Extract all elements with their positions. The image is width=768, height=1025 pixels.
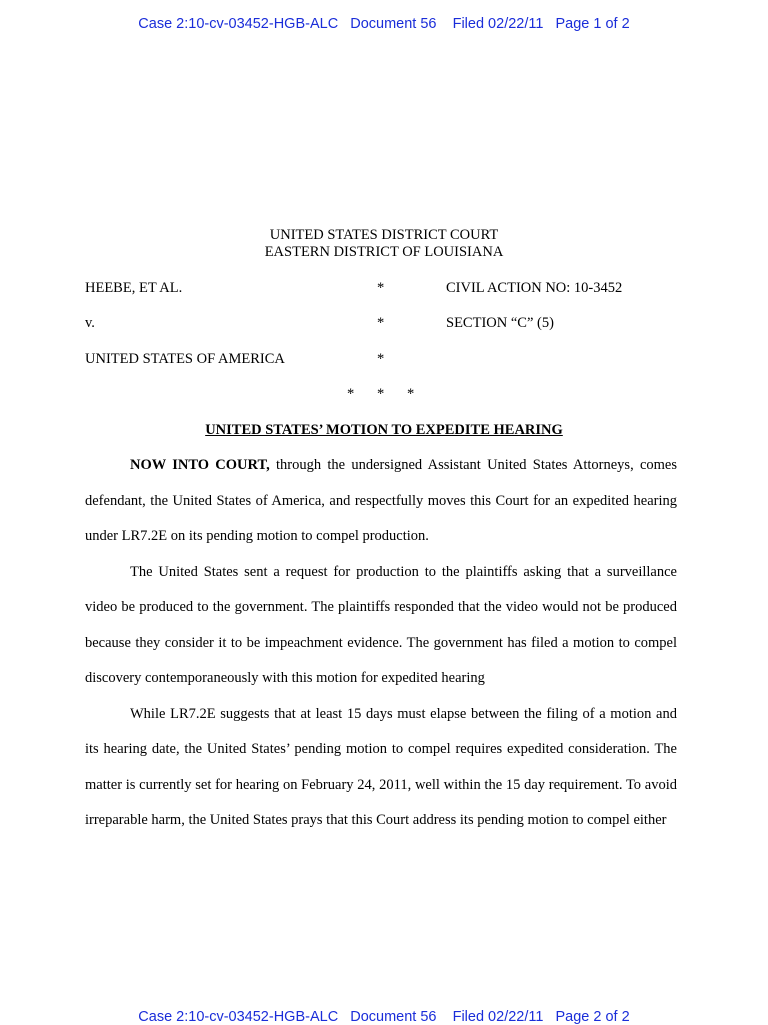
- caption-versus: v.: [85, 315, 95, 331]
- ecf-header-top: Case 2:10-cv-03452-HGB-ALC Document 56 Filed 02/22/11 Page 1 of 2: [138, 16, 630, 32]
- paragraph-3: While LR7.2E suggests that at least 15 days must elapse between the filing of a motion and its hearing date, the United States’ pending motion to compel requires expedited consideration. The matter is currently set for hearing on February 24, 2011, well within the 15 day requirement. To avoid irreparable harm, the United States prays that this Court address its pending motion to compel either: [85, 705, 677, 828]
- court-district: EASTERN DISTRICT OF LOUISIANA: [264, 244, 504, 260]
- divider-star: *: [407, 386, 415, 402]
- caption-plaintiff: HEEBE, ET AL.: [85, 280, 183, 296]
- caption-star: *: [377, 351, 385, 367]
- motion-title: UNITED STATES’ MOTION TO EXPEDITE HEARING: [205, 422, 563, 438]
- caption-defendant: UNITED STATES OF AMERICA: [85, 351, 285, 367]
- caption-star: *: [377, 280, 385, 296]
- paragraph-1-lead: NOW INTO COURT,: [130, 457, 270, 473]
- caption-section: SECTION “C” (5): [446, 315, 554, 331]
- paragraph-2: The United States sent a request for production to the plaintiffs asking that a surveillance video be produced to the government. The plaintiffs responded that the video would not be produced because they consider it to be impeachment evidence. The government has filed a motion to compel discovery contemporaneously with this motion for expedited hearing: [85, 563, 677, 686]
- paragraph-1-text: through the undersigned Assistant United States Attorneys, comes defendant, the United States of America, and respectfully moves this Court for an expedited hearing under LR7.2E on its pending motion to compel production.: [85, 457, 677, 544]
- ecf-header-bottom: Case 2:10-cv-03452-HGB-ALC Document 56 Filed 02/22/11 Page 2 of 2: [138, 1009, 630, 1025]
- caption-star: *: [377, 315, 385, 331]
- caption-civil-action: CIVIL ACTION NO: 10-3452: [446, 280, 623, 296]
- divider-star: *: [347, 386, 355, 402]
- motion-body: [85, 448, 677, 839]
- court-name: UNITED STATES DISTRICT COURT: [269, 227, 499, 243]
- divider-star: *: [377, 386, 385, 402]
- paragraph-1: [85, 448, 677, 555]
